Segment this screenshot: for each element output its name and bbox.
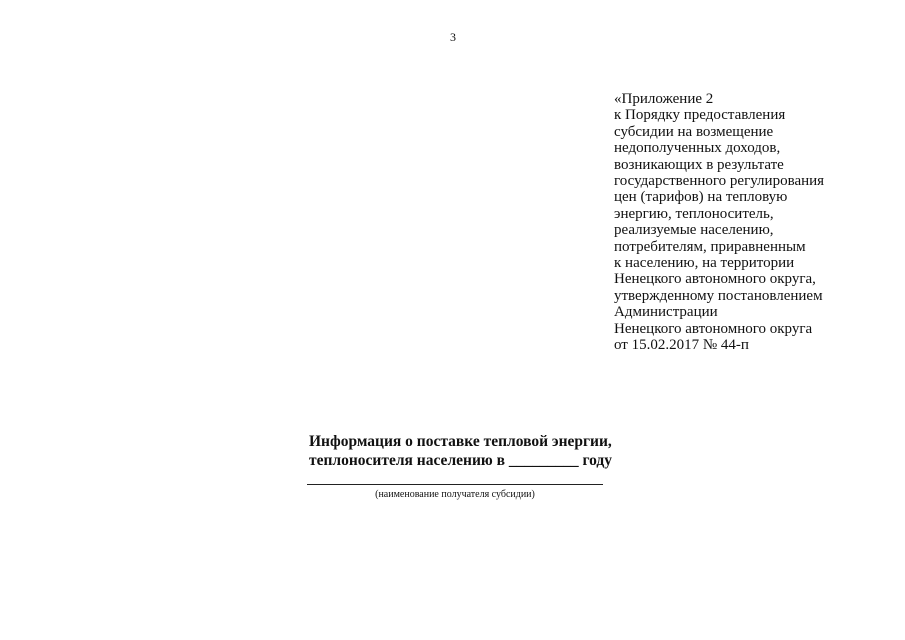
appendix-line: к Порядку предоставления <box>614 107 786 124</box>
appendix-line: к населению, на территории <box>614 255 795 272</box>
document-title <box>309 432 612 470</box>
title-line-1: Информация о поставке тепловой энергии, <box>309 433 612 450</box>
appendix-line: от 15.02.2017 № 44-п <box>614 337 749 354</box>
appendix-line: цен (тарифов) на тепловую <box>614 189 788 206</box>
title-line-2: теплоносителя населению в _________ году <box>309 452 613 469</box>
recipient-name-line <box>307 484 603 485</box>
appendix-line: Ненецкого автономного округа <box>614 320 813 337</box>
appendix-line: недополученных доходов, <box>614 140 781 157</box>
appendix-line: Ненецкого автономного округа, <box>614 271 816 288</box>
appendix-line: утвержденному постановлением <box>614 287 823 304</box>
appendix-line: потребителям, приравненным <box>614 238 806 255</box>
page-number: 3 <box>450 30 456 44</box>
appendix-line: реализуемые населению, <box>614 222 774 239</box>
appendix-line: энергию, теплоноситель, <box>614 205 774 222</box>
appendix-line: субсидии на возмещение <box>614 123 774 140</box>
appendix-line: Администрации <box>614 304 718 321</box>
recipient-caption: (наименование получателя субсидии) <box>375 489 535 500</box>
appendix-line: государственного регулирования <box>614 173 825 190</box>
appendix-line: возникающих в результате <box>614 156 784 173</box>
appendix-reference <box>614 91 824 354</box>
appendix-line: «Приложение 2 <box>614 91 714 107</box>
